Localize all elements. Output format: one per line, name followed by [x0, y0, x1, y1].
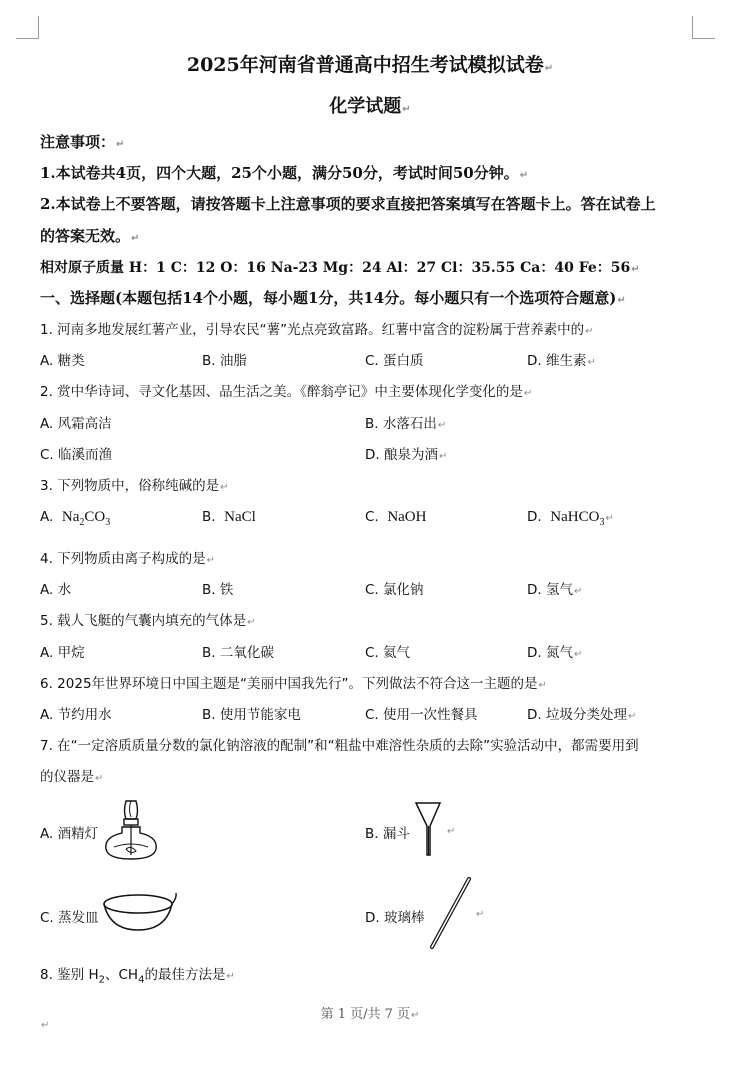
q7-option-c: C. 蒸发皿: [40, 910, 99, 926]
funnel-icon: [414, 800, 442, 858]
q7-option-a: A. 酒精灯: [40, 826, 99, 842]
q5-option-c: C. 氦气: [365, 645, 411, 661]
paragraph-mark: ↵: [41, 1020, 50, 1031]
question-3-stem: 3. 下列物质中，俗称纯碱的是↵: [40, 478, 229, 494]
q6-option-d: D. 垃圾分类处理↵: [527, 707, 637, 723]
page-title: 2025年河南省普通高中招生考试模拟试卷↵: [186, 54, 554, 76]
q1-option-d: D. 维生素↵: [527, 353, 596, 369]
evaporating-dish-icon: [100, 890, 180, 934]
question-2-stem: 2. 赏中华诗词、寻文化基因、品生活之美。《醉翁亭记》中主要体现化学变化的是↵: [40, 384, 533, 400]
question-7-stem-cont: 的仪器是↵: [40, 769, 104, 785]
q6-option-c: C. 使用一次性餐具: [365, 707, 478, 723]
q7-option-d: D. 玻璃棒: [365, 910, 425, 926]
q6-option-b: B. 使用节能家电: [202, 707, 301, 723]
q2-option-d: D. 酿泉为酒↵: [365, 447, 448, 463]
corner-mark-top-left: [16, 16, 39, 39]
corner-mark-top-right: [692, 16, 715, 39]
glass-rod-icon: [426, 875, 474, 951]
notice-item-2: 2.本试卷上不要答题，请按答题卡上注意事项的要求直接把答案填写在答题卡上。答在试卷上: [40, 195, 656, 213]
q5-option-a: A. 甲烷: [40, 645, 85, 661]
q4-option-d: D. 氢气↵: [527, 582, 583, 598]
alcohol-lamp-icon: [104, 797, 162, 865]
q5-option-d: D. 氮气↵: [527, 645, 583, 661]
page-footer: 第 1 页/共 7 页↵: [320, 1007, 420, 1022]
q4-option-a: A. 水: [40, 582, 72, 598]
notice-item-2-cont: 的答案无效。↵: [40, 227, 140, 245]
q2-option-b: B. 水落石出↵: [365, 416, 447, 432]
q5-option-b: B. 二氧化碳: [202, 645, 274, 661]
question-1-stem: 1. 河南多地发展红薯产业，引导农民“薯”光点亮致富路。红薯中富含的淀粉属于营养素中的↵: [40, 322, 594, 338]
q2-option-c: C. 临溪而渔: [40, 447, 113, 463]
question-5-stem: 5. 载人飞艇的气囊内填充的气体是↵: [40, 613, 256, 629]
q3-option-b: B. NaCl: [202, 509, 256, 525]
question-7-stem: 7. 在“一定溶质质量分数的氯化钠溶液的配制”和“粗盐中难溶性杂质的去除”实验活动中，都需要用到: [40, 738, 639, 754]
page-subtitle: 化学试题↵: [329, 96, 411, 117]
notice-heading: 注意事项：↵: [40, 133, 125, 151]
question-6-stem: 6. 2025年世界环境日中国主题是“美丽中国我先行”。下列做法不符合这一主题的是↵: [40, 676, 547, 692]
q1-option-b: B. 油脂: [202, 353, 247, 369]
q4-option-b: B. 铁: [202, 582, 234, 598]
q1-option-a: A. 糖类: [40, 353, 85, 369]
q3-option-d: D. NaHCO$_3$↵: [527, 509, 614, 528]
question-8-stem: 8. 鉴别 $H_2$、$CH_4$的最佳方法是↵: [40, 967, 235, 986]
q3-option-a: A. $Na_2CO_3$: [40, 509, 111, 528]
question-4-stem: 4. 下列物质由离子构成的是↵: [40, 551, 216, 567]
q2-option-a: A. 风霜高洁: [40, 416, 112, 432]
q6-option-a: A. 节约用水: [40, 707, 112, 723]
q7-option-b: B. 漏斗: [365, 826, 410, 842]
atomic-mass-line: 相对原子质量 H：1 C：12 O：16 Na-23 Mg：24 Al：27 Cl：35.55 Ca：40 Fe：56↵: [40, 260, 640, 276]
q4-option-c: C. 氯化钠: [365, 582, 424, 598]
q3-option-c: C. NaOH: [365, 509, 427, 525]
q1-option-c: C. 蛋白质: [365, 353, 424, 369]
section-heading: 一、选择题(本题包括14个小题，每小题1分，共14分。每小题只有一个选项符合题意)↵: [40, 289, 626, 307]
notice-item-1: 1.本试卷共4页，四个大题，25个小题，满分50分，考试时间50分钟。↵: [40, 164, 529, 182]
